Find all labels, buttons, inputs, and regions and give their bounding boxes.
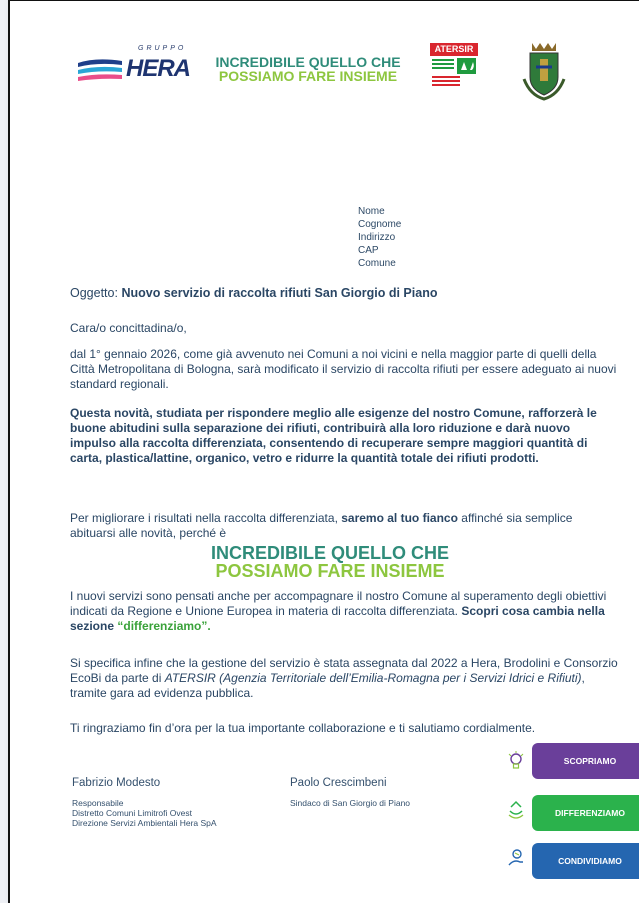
p3-text-a: Per migliorare i risultati nella raccolta differenziata,	[70, 511, 342, 525]
signature-right-name: Paolo Crescimbeni	[290, 777, 387, 789]
p4-link-differenziamo: “differenziamo”.	[117, 619, 211, 633]
signature-left-name: Fabrizio Modesto	[72, 777, 161, 789]
slogan-line2: POSSIAMO FARE INSIEME	[218, 68, 398, 84]
p3-text-bold: saremo al tuo fianco	[341, 511, 458, 525]
signature-left-role1: Responsabile	[72, 798, 124, 808]
paragraph-novita: Questa novità, studiata per rispondere meglio alle esigenze del nostro Comune, rafforzerà le buone abitudini sulla separazione dei rifiuti, contribuirà alla loro riduzione e darà nuovo impulso alla raccolta differenziata, consentendo di recuperare sempre maggiori quantità di carta, plastica/lattine, organico, vetro e ridurre la quantità totale dei rifiuti prodotti.	[70, 406, 597, 465]
condividiamo-button[interactable]: CONDIVIDIAMO	[532, 843, 639, 879]
share-hand-icon	[506, 847, 526, 869]
slogan-header	[208, 55, 408, 83]
letter-subject	[70, 286, 618, 301]
paragraph-gestione	[70, 656, 618, 701]
subject-title: Nuovo servizio di raccolta rifiuti San Giorgio di Piano	[121, 286, 438, 300]
slogan-inline	[210, 544, 450, 580]
hera-wordmark: HERA	[126, 55, 191, 82]
paragraph-intro: dal 1° gennaio 2026, come già avvenuto nei Comuni a noi vicini e nella maggior parte di quelli della Città Metropolitana di Bologna, sarà modificato il servizio di raccolta rifiuti per essere adeguato ai nuovi standard regionali.	[70, 347, 617, 391]
address-cap: CAP	[358, 245, 379, 256]
address-comune: Comune	[358, 258, 396, 269]
slogan-inline-line2: POSSIAMO FARE INSIEME	[215, 561, 445, 581]
p5-text-italic: ATERSIR (Agenzia Territoriale dell’Emilia-Romagna per i Servizi Idrici e Rifiuti)	[164, 671, 582, 685]
subject-prefix: Oggetto:	[70, 286, 122, 300]
crest-icon	[520, 39, 568, 101]
recipient-address	[358, 205, 401, 270]
paragraph-obiettivi	[70, 589, 618, 634]
p4-text-a: I nuovi servizi sono pensati anche per accompagnare il nostro Comune al superamento degli obiettivi indicati da Regione e Unione Europea in materia di raccolta differenziata.	[70, 589, 607, 618]
slogan-line1: INCREDIBILE QUELLO CHE	[215, 54, 401, 70]
p3-text-c: affinché sia semplice abituarsi alle novità, perché è	[70, 511, 573, 540]
p4-text-bold: Scopri cosa cambia nella sezione	[70, 604, 605, 633]
recycle-hands-icon	[506, 799, 526, 821]
address-indirizzo: Indirizzo	[358, 232, 396, 243]
slogan-inline-line1: INCREDIBILE QUELLO CHE	[210, 543, 449, 563]
signature-left-role2: Distretto Comuni Limitrofi Ovest	[72, 808, 192, 818]
letter-greeting: Cara/o concittadina/o,	[70, 321, 187, 335]
letter-page	[8, 0, 639, 903]
signature-right-role: Sindaco di San Giorgio di Piano	[290, 798, 411, 808]
hera-gruppo-label: GRUPPO	[138, 45, 187, 52]
lightbulb-icon	[506, 751, 526, 773]
paragraph-saluti: Ti ringraziamo fin d’ora per la tua importante collaborazione e ti salutiamo cordialmente.	[70, 721, 536, 735]
atersir-wordmark: ATERSIR	[434, 44, 474, 54]
signature-left-role3: Direzione Servizi Ambientali Hera SpA	[72, 818, 217, 828]
address-cognome: Cognome	[358, 219, 402, 230]
differenziamo-button[interactable]: DIFFERENZIAMO	[532, 795, 639, 831]
address-nome: Nome	[358, 206, 385, 217]
scopriamo-button[interactable]: SCOPRIAMO	[532, 743, 639, 779]
p5-text-a: Si specifica infine che la gestione del servizio è stata assegnata dal 2022 a Hera, Brodolini e Consorzio EcoBi da parte di	[70, 656, 618, 685]
p5-text-c: , tramite gara ad evidenza pubblica.	[70, 671, 585, 700]
paragraph-supporto	[70, 511, 618, 541]
signature-left-role	[72, 798, 217, 828]
